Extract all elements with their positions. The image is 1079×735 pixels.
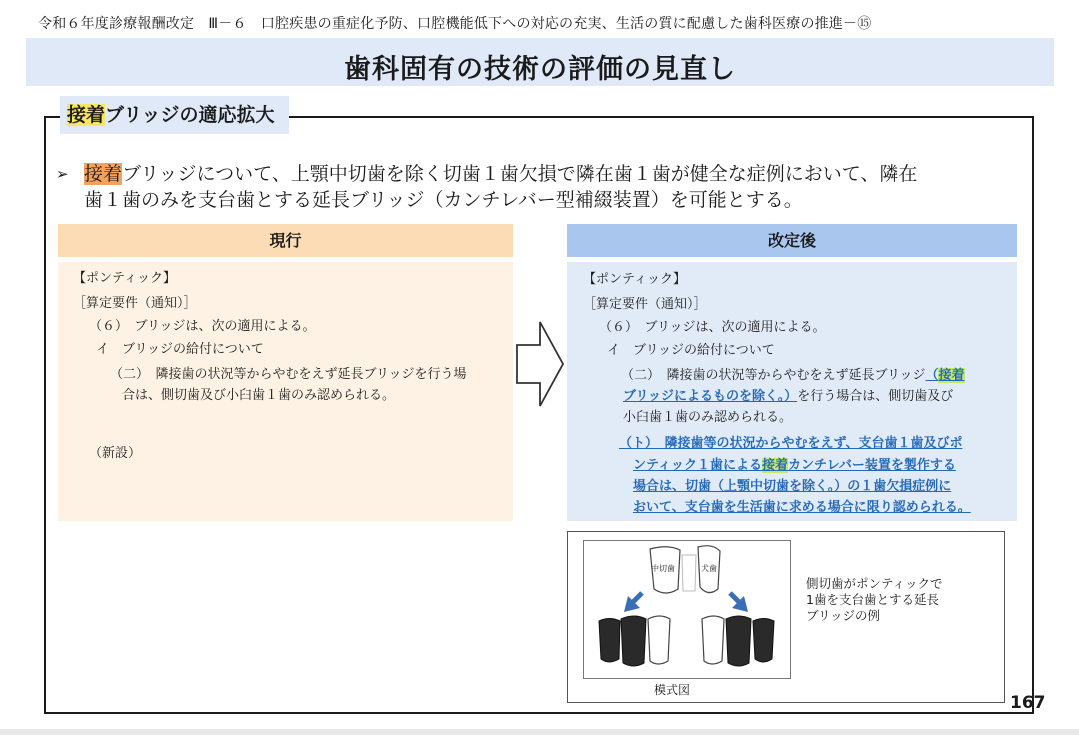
current-item-title: 【ポンティック】	[73, 271, 176, 286]
revised-rule-2c: 小臼歯１歯のみ認められる。	[623, 410, 793, 425]
breadcrumb: 令和６年度診療報酬改定 Ⅲ－６ 口腔疾患の重症化予防、口腔機能低下への対応の充実、生活の質に配慮した歯科医療の推進－⑮	[38, 16, 872, 32]
page-number: 167	[1010, 693, 1046, 713]
revised-item-title: 【ポンティック】	[583, 272, 686, 287]
revised-column-header: 改定後	[567, 224, 1017, 257]
revised-rule-2a-added: （接着	[925, 368, 965, 383]
revised-rule-to-2b: カンチレバー装置を製作する	[787, 458, 956, 473]
figure-caption: 側切歯がポンティックで 1歯を支台歯とする延長 ブリッジの例	[806, 576, 943, 623]
current-rule-6: （６） ブリッジは、次の適用による。	[89, 319, 316, 334]
lead-line2: 歯１歯のみを支台歯とする延長ブリッジ（カンチレバー型補綴装置）を可能とする。	[84, 189, 803, 211]
current-rule-i: イ ブリッジの給付について	[96, 342, 264, 357]
bullet-arrow-icon: ➢	[56, 165, 69, 183]
section-heading	[60, 96, 289, 134]
tooth-diagram	[583, 540, 791, 679]
tooth-diagram-graphic	[584, 541, 790, 678]
missing-tooth-outline-icon	[682, 555, 696, 591]
revised-rule-6: （６） ブリッジは、次の適用による。	[599, 320, 826, 335]
title-band	[26, 38, 1054, 86]
current-rule-2b: 合は、側切歯及び小臼歯１歯のみ認められる。	[122, 388, 396, 403]
current-requirements: ［算定要件（通知）］	[73, 296, 197, 311]
left-bridge-pontic-icon	[599, 619, 620, 663]
current-new-note: （新設）	[89, 446, 142, 461]
current-column-header: 現行	[58, 224, 513, 257]
revised-rule-2b-added: ブリッジによるものを除く。）	[623, 389, 798, 404]
right-bridge-abutment-icon	[726, 616, 751, 666]
bottom-bar	[0, 729, 1079, 735]
revised-text-box	[567, 262, 1017, 521]
revised-rule-to-2-highlight: 接着	[761, 458, 788, 473]
revised-rule-to-2	[633, 454, 956, 473]
lead-line1: ブリッジについて、上顎中切歯を除く切歯１歯欠損で隣在歯１歯が健全な症例において、隣在	[122, 163, 918, 185]
page-title: 歯科固有の技術の評価の見直し	[344, 54, 736, 85]
revised-rule-to-2a: ンティック１歯による	[633, 458, 762, 473]
revised-requirements: ［算定要件（通知）］	[583, 297, 707, 312]
revised-rule-2a	[621, 364, 965, 383]
canine-label: 犬歯	[701, 564, 717, 573]
current-text-box	[58, 262, 513, 521]
central-incisor-label: 中切歯	[651, 564, 675, 573]
revised-rule-2b-text: を行う場合は、側切歯及び	[797, 389, 954, 404]
revised-rule-i: イ ブリッジの給付について	[607, 343, 775, 358]
revised-rule-2a-text: （二） 隣接歯の状況等からやむをえず延長ブリッジ	[621, 368, 926, 383]
revised-rule-to-1: （ト） 隣接歯等の状況からやむをえず、支台歯１歯及びポ	[619, 436, 963, 451]
revised-rule-to-4: おいて、支台歯を生活歯に求める場合に限り認められる。	[633, 500, 971, 515]
section-heading-highlight: 接着	[67, 104, 106, 126]
current-rule-2a: （二） 隣接歯の状況等からやむをえず延長ブリッジを行う場	[110, 367, 467, 382]
section-heading-text: ブリッジの適応拡大	[105, 104, 275, 126]
lead-paragraph	[84, 161, 1029, 213]
left-bridge-abutment-icon	[621, 616, 646, 666]
revised-rule-2a-highlight: 接着	[938, 368, 965, 383]
lead-highlight: 接着	[84, 163, 123, 185]
right-natural-tooth-icon	[702, 616, 724, 664]
revised-rule-2b	[623, 385, 953, 404]
revised-rule-to-3: 場合は、切歯（上顎中切歯を除く。）の１歯欠損症例に	[633, 479, 952, 494]
right-bridge-pontic-icon	[753, 619, 774, 663]
change-arrow-icon	[514, 318, 566, 410]
model-diagram-label: 模式図	[654, 683, 691, 697]
left-natural-tooth-icon	[648, 616, 670, 664]
